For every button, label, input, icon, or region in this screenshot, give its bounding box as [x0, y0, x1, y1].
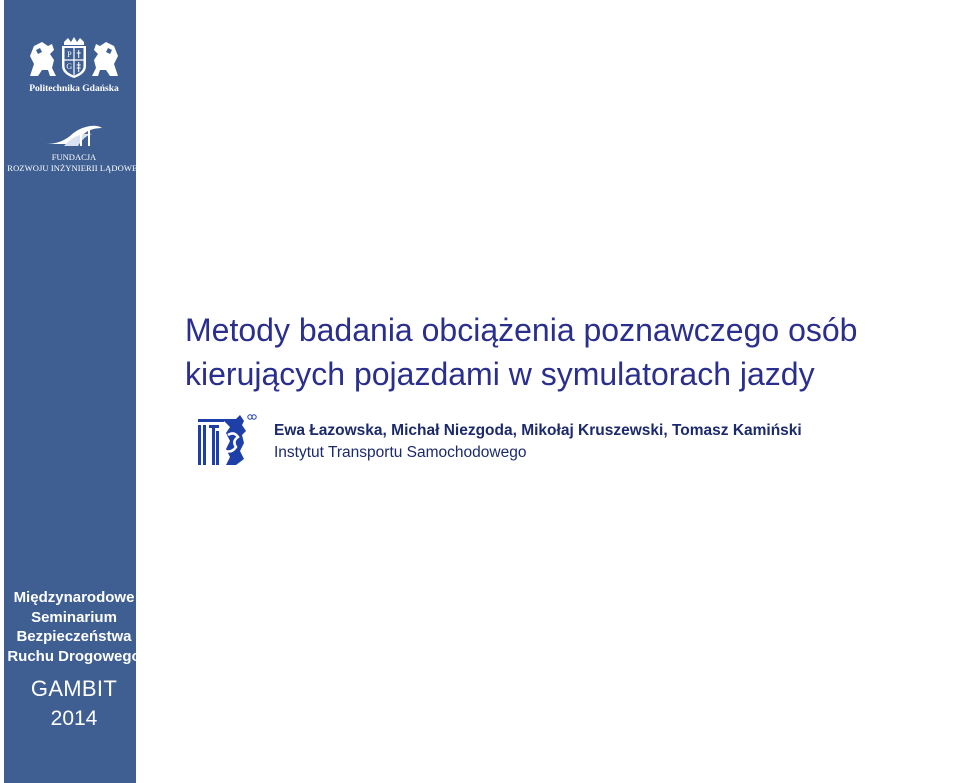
institution: Instytut Transportu Samochodowego: [274, 444, 527, 461]
event-name: GAMBIT: [30, 676, 118, 701]
foundation-name-line2: ROZWOJU INŻYNIERII LĄDOWEJ: [7, 163, 141, 173]
sidebar: [4, 0, 141, 783]
slide-title: [185, 308, 960, 396]
svg-text:P: P: [67, 50, 72, 59]
authors: Ewa Łazowska, Michał Niezgoda, Mikołaj Kruszewski, Tomasz Kamiński: [274, 422, 802, 439]
seminar-line: Bezpieczeństwa: [16, 628, 132, 645]
pg-crest-logo: [24, 36, 124, 80]
seminar-line: Międzynarodowe: [13, 589, 135, 606]
university-name: Politechnika Gdańska: [29, 84, 119, 94]
title-line-1: Metody badania obciążenia poznawczego osób: [185, 312, 858, 348]
its-logo: [196, 413, 258, 469]
title-line-2: kierujących pojazdami w symulatorach jazdy: [185, 356, 815, 392]
seminar-line: Seminarium: [31, 608, 117, 626]
foundation-name-line1: FUNDACJA: [51, 152, 97, 162]
svg-text:G: G: [66, 62, 73, 71]
seminar-name: [4, 588, 144, 666]
seminar-line: Ruchu Drogowego: [7, 647, 141, 665]
fril-bridge-logo: [44, 122, 104, 152]
event-year: 2014: [50, 707, 98, 730]
